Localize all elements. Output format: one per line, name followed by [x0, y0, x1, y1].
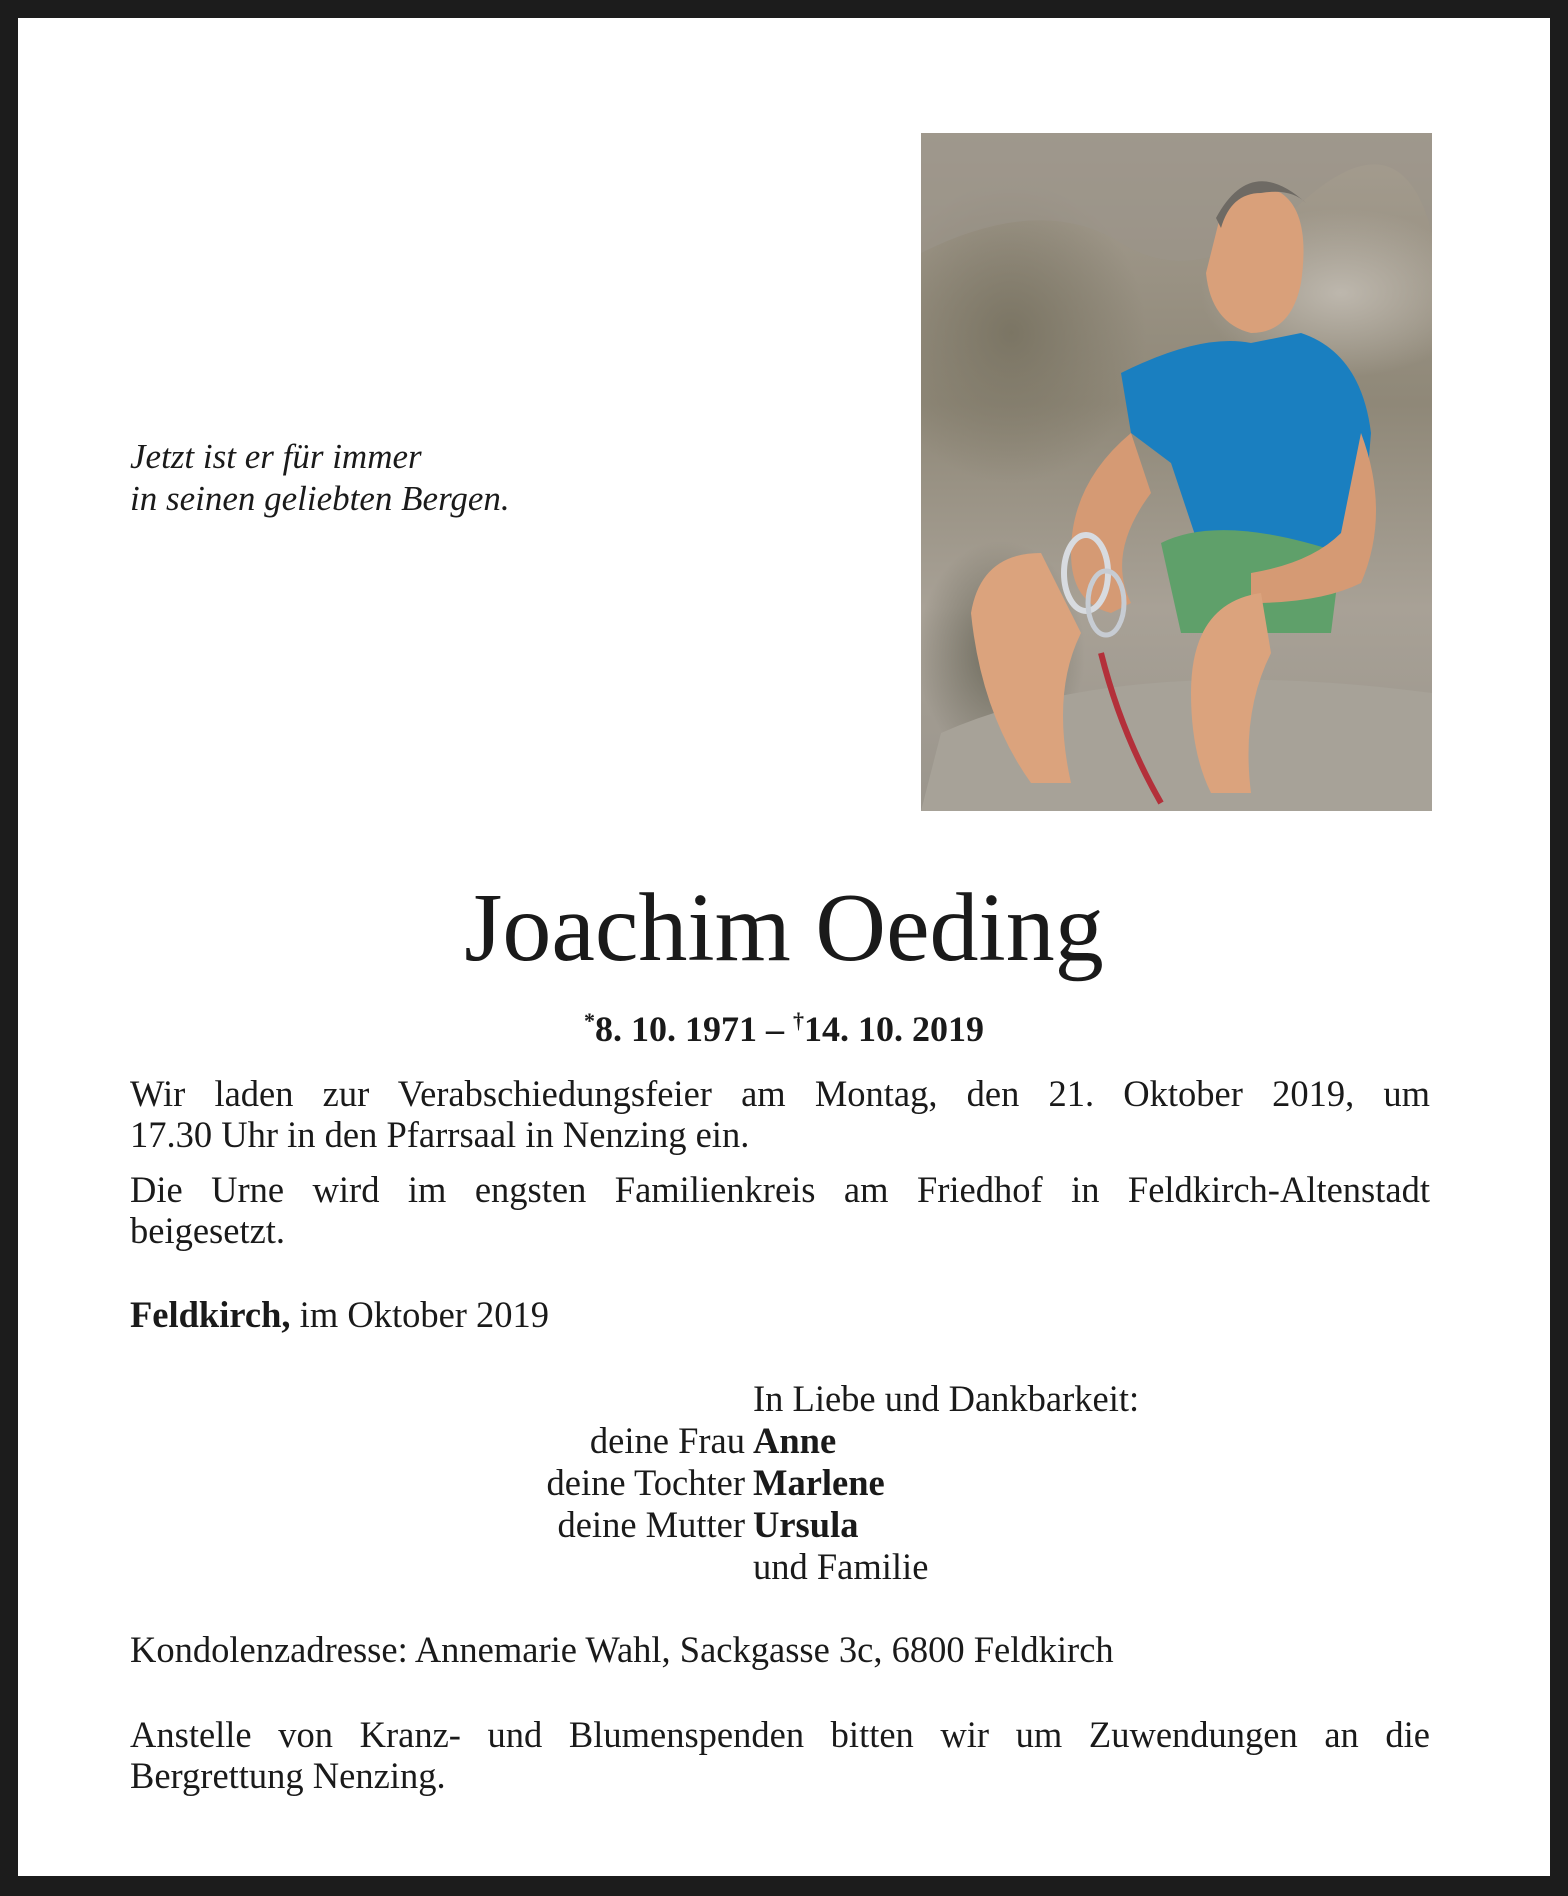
relation-label: deine Tochter — [546, 1462, 745, 1503]
condolence-address: Kondolenzadresse: Annemarie Wahl, Sackgasse 3c, 6800 Feldkirch — [130, 1629, 1114, 1670]
burial-line-2: beigesetzt. — [130, 1210, 286, 1251]
notice-date: im Oktober 2019 — [290, 1294, 550, 1335]
date-separator: – — [757, 1009, 793, 1049]
memorial-quote — [130, 436, 510, 520]
family-member-name: Marlene — [753, 1462, 885, 1503]
death-date: 14. 10. 2019 — [804, 1009, 984, 1049]
birth-date: 8. 10. 1971 — [595, 1009, 757, 1049]
birth-symbol: * — [584, 1008, 595, 1033]
life-dates — [18, 1008, 1550, 1050]
place-city: Feldkirch, — [130, 1294, 291, 1335]
ceremony-line-2: 17.30 Uhr in den Pfarrsaal in Nenzing ein. — [130, 1114, 750, 1155]
burial-line-1: Die Urne wird im engsten Familienkreis am Friedhof in Feldkirch-Altenstadt — [130, 1169, 1430, 1210]
death-symbol: † — [793, 1008, 804, 1033]
family-heading: In Liebe und Dankbarkeit: — [753, 1378, 1140, 1419]
quote-line: Jetzt ist er für immer — [130, 437, 422, 476]
relation-label: deine Frau — [589, 1420, 745, 1461]
place-date — [130, 1294, 1430, 1335]
quote-line: in seinen geliebten Bergen. — [130, 479, 510, 518]
family-member-name: Ursula — [753, 1504, 859, 1545]
relation-label: deine Mutter — [557, 1504, 745, 1545]
family-closing: und Familie — [753, 1546, 929, 1587]
donation-line-2: Bergrettung Nenzing. — [130, 1755, 446, 1796]
deceased-name: Joachim Oeding — [464, 874, 1104, 982]
donation-line-1: Anstelle von Kranz- und Blumenspenden bitten wir um Zuwendungen an die — [130, 1714, 1430, 1755]
family-member-name: Anne — [753, 1420, 837, 1461]
portrait-photo — [921, 133, 1432, 811]
obituary-notice — [18, 18, 1550, 1876]
portrait-illustration — [921, 133, 1432, 811]
ceremony-line-1: Wir laden zur Verabschiedungsfeier am Montag, den 21. Oktober 2019, um — [130, 1073, 1430, 1114]
